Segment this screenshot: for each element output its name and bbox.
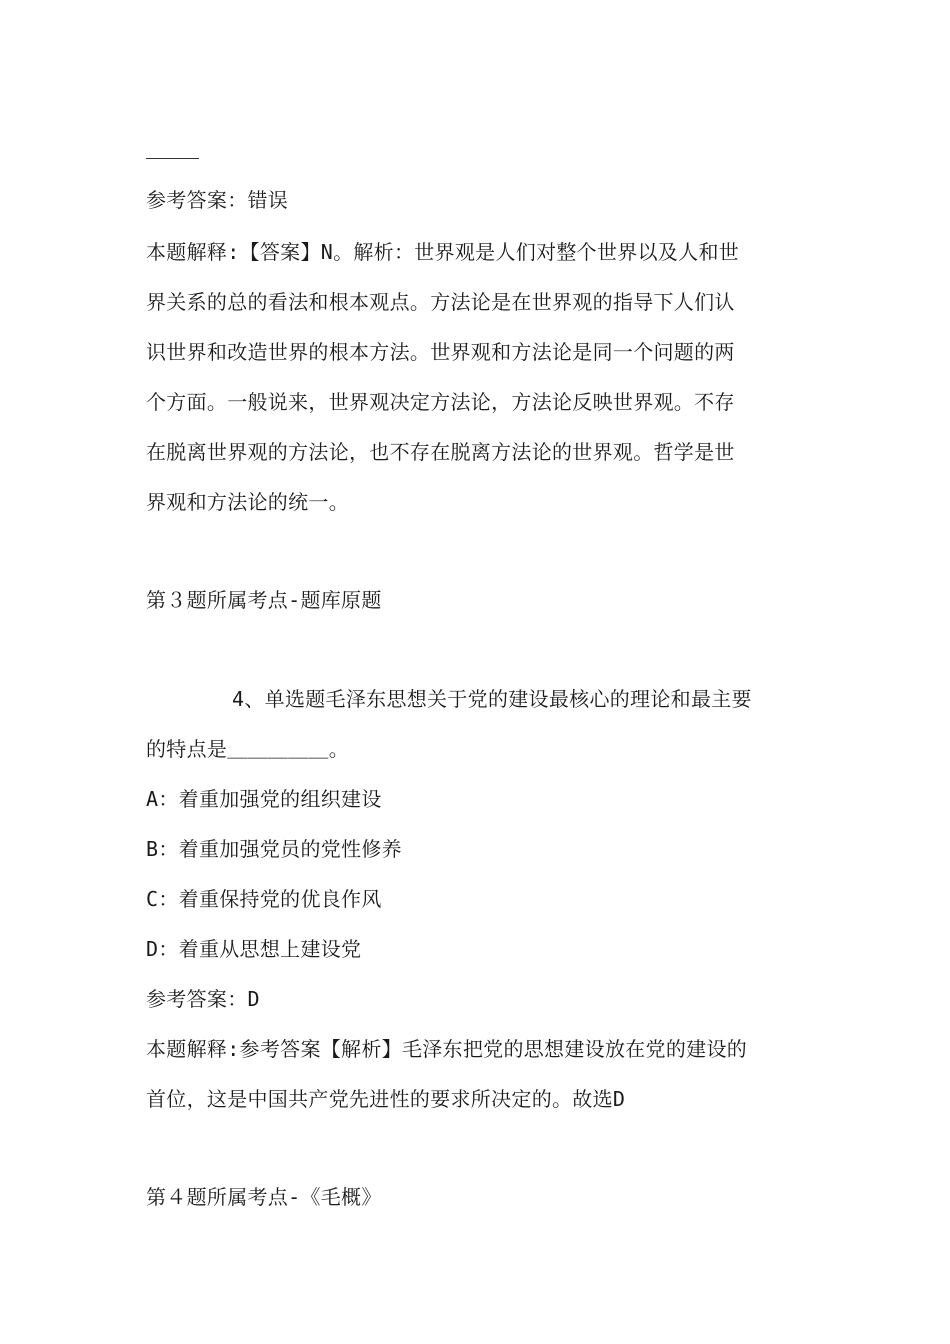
q4-answer: 参考答案：D bbox=[146, 987, 260, 1011]
q3-topic: 第３题所属考点-题库原题 bbox=[146, 588, 382, 612]
q3-explanation-line: 识世界和改造世界的根本方法。世界观和方法论是同一个问题的两 bbox=[146, 340, 735, 364]
q4-topic: 第４题所属考点-《毛概》 bbox=[146, 1185, 382, 1209]
q3-explanation-line: 个方面。一般说来，世界观决定方法论，方法论反映世界观。不存 bbox=[146, 390, 735, 414]
q3-explanation-line: 界关系的总的看法和根本观点。方法论是在世界观的指导下人们认 bbox=[146, 290, 735, 314]
q4-explanation-line: 首位，这是中国共产党先进性的要求所决定的。故选D bbox=[146, 1087, 626, 1111]
q4-stem-line1: 4、单选题毛泽东思想关于党的建设最核心的理论和最主要 bbox=[232, 687, 752, 711]
q4-stem-line2: 的特点是＿＿＿＿＿。 bbox=[146, 737, 349, 761]
q3-explanation-line: 本题解释:【答案】N。解析：世界观是人们对整个世界以及人和世 bbox=[146, 240, 740, 264]
answer-blank-line bbox=[146, 158, 199, 159]
q3-answer: 参考答案：错误 bbox=[146, 188, 289, 212]
q4-option-c: C：着重保持党的优良作风 bbox=[146, 887, 382, 911]
q3-explanation-line: 界观和方法论的统一。 bbox=[146, 490, 349, 514]
q3-explanation bbox=[146, 227, 806, 527]
q4-explanation-line: 本题解释:参考答案【解析】毛泽东把党的思想建设放在党的建设的 bbox=[146, 1037, 748, 1061]
q4-option-d: D：着重从思想上建设党 bbox=[146, 937, 362, 961]
q4-option-b: B：着重加强党员的党性修养 bbox=[146, 837, 402, 861]
q4-option-a: A：着重加强党的组织建设 bbox=[146, 787, 382, 811]
q3-explanation-line: 在脱离世界观的方法论，也不存在脱离方法论的世界观。哲学是世 bbox=[146, 440, 735, 464]
